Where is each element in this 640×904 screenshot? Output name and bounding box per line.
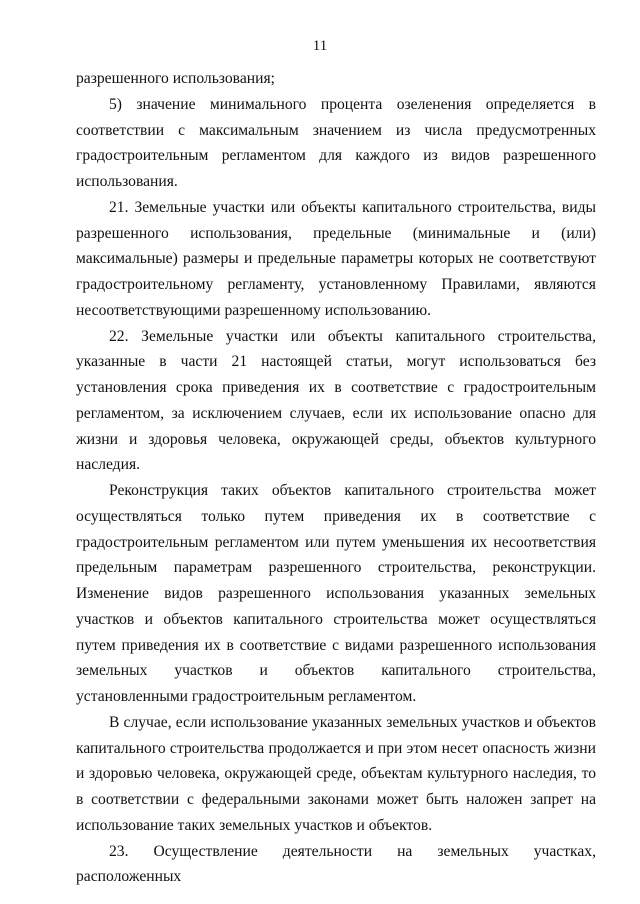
paragraph-item-5: 5) значение минимального процента озеленения определяется в соответствии с максимальным значением из числа предусмотренных градостроительным регламентом для каждого из видов разрешенного использования. (76, 95, 596, 190)
paragraph-reconstruction: Реконструкция таких объектов капитального строительства может осуществляться только путем приведения их в соответствие с градостроительным регламентом или путем уменьшения их несоответствия предельным параметрам разрешенного строительства, реконструкции. Изменение видов разрешенного использования указанных земельных участков и объектов капитального строительства может осуществляться путем приведения их в соответствие с видами разрешенного использования земельных участков и объектов капитального строительства, установленными градостроительным регламентом. (76, 482, 596, 705)
document-body (76, 66, 596, 890)
page-number: 11 (312, 38, 328, 54)
paragraph-22: 22. Земельные участки или объекты капитального строительства, указанные в части 21 настоящей статьи, могут использоваться без установления срока приведения их в соответствие с градостроительным регламентом, за исключением случаев, если их использование опасно для жизни и здоровья человека, окружающей среды, объектов культурного наследия. (76, 327, 596, 474)
paragraph-23: 23. Осуществление деятельности на земельных участках, расположенных (76, 842, 596, 886)
paragraph-continuation: разрешенного использования; (76, 70, 275, 87)
paragraph-21: 21. Земельные участки или объекты капитального строительства, виды разрешенного использования, предельные (минимальные и (или) максимальные) размеры и предельные параметры которых не соответствуют градостроительному регламенту, установленному Правилами, являются несоответствующими разрешенному использованию. (76, 198, 596, 319)
paragraph-danger-case: В случае, если использование указанных земельных участков и объектов капитального строительства продолжается и при этом несет опасность жизни и здоровью человека, окружающей среде, объектам культурного наследия, то в соответствии с федеральными законами может быть наложен запрет на использование таких земельных участков и объектов. (76, 713, 596, 834)
